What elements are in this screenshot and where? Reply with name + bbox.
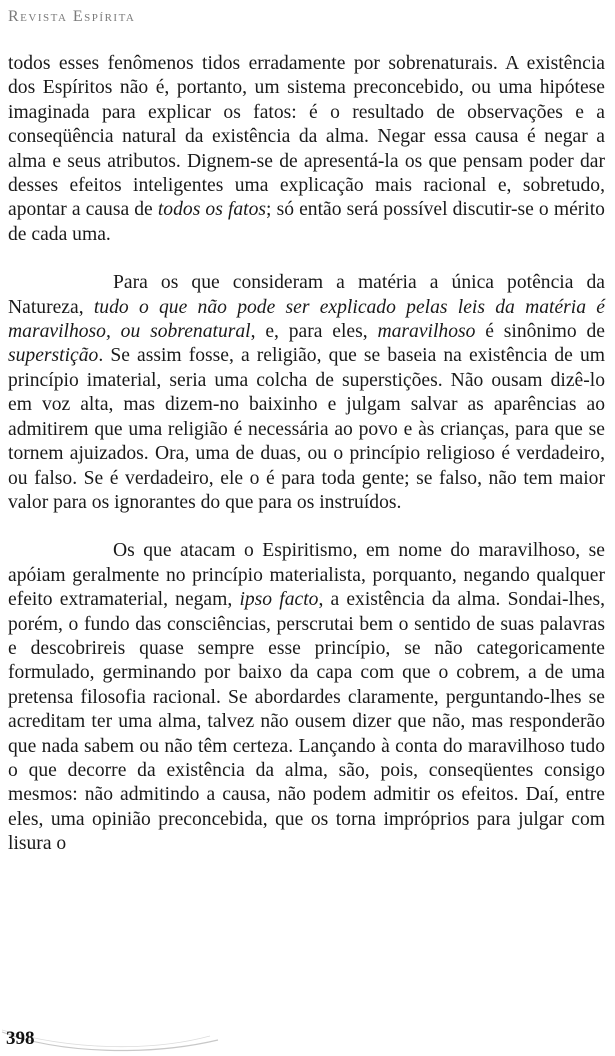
- text-run: , a existência da alma. Sondai-lhes, porém, o fundo das consciências, perscrutai bem o sentido de suas palavras e descobrireis quase sempre esse princípio, se não categoricamente formulado, germinando por baixo da capa com que o cobrem, a de uma pretensa filosofia racional. Se abordardes claramente, perguntando-lhes se acreditam ter uma alma, talvez não ousem dizer que não, mas responderão que nada sabem ou não têm certeza. Lançando à conta do maravilhoso tudo o que decorre da existência da alma, são, pois, conseqüentes consigo mesmos: não admitindo a causa, não podem admitir os efeitos. Daí, entre eles, uma opinião preconcebida, que os torna impróprios para julgar com lisura o: [8, 589, 606, 855]
- page-body: [8, 52, 605, 857]
- paragraph-1: [8, 52, 605, 247]
- italic-run: ipso facto: [239, 589, 319, 611]
- italic-run: tudo o que não pode ser explicado pelas leis da matéria é maravilhoso, ou sobrenatural: [8, 296, 605, 343]
- text-run: , e, para eles,: [250, 321, 378, 343]
- text-run: Para os que consideram a matéria a única potência da Natureza,: [8, 272, 605, 318]
- text-run: é sinônimo de: [475, 321, 605, 343]
- running-head: Revista Espírita: [8, 8, 136, 25]
- text-run: todos esses fenômenos tidos erradamente por sobrenaturais. A existência dos Espíritos não é, portanto, um sistema preconcebido, ou uma hipótese imaginada para explicar os fatos: é o resultado de observações e a conseqüência natural da existência da alma. Negar essa causa é negar a alma e seus atributos. Dignem-se de apresentá-la os que pensam poder dar desses efeitos inteligentes uma explicação mais racional e, sobretudo, apontar a causa de: [8, 53, 605, 221]
- text-run: Os que atacam o Espiritismo, em nome do maravilhoso, se apóiam geralmente no princípio materialista, porquanto, negando qualquer efeito extramaterial, negam,: [8, 540, 605, 611]
- italic-run: maravilhoso: [377, 321, 476, 343]
- italic-run: superstição: [8, 345, 99, 367]
- paragraph-3: [8, 539, 605, 856]
- text-run: . Se assim fosse, a religião, que se baseia na existência de um princípio imaterial, seria uma colcha de superstições. Não ousam dizê-lo em voz alta, mas dizem-no baixinho e julgam salvar as aparências ao admitirem que uma religião é necessária ao povo e às crianças, para que se tornem ajuizados. Ora, uma de duas, ou o princípio religioso é verdadeiro, ou falso. Se é verdadeiro, ele o é para toda gente; se falso, não tem maior valor para os ignorantes do que para os instruídos.: [8, 345, 605, 513]
- paragraph-2: [8, 271, 605, 515]
- page-number: 398: [6, 1028, 35, 1049]
- text-run: ; só então será possível discutir-se o mérito de cada uma.: [8, 199, 605, 245]
- italic-run: todos os fatos: [157, 199, 267, 221]
